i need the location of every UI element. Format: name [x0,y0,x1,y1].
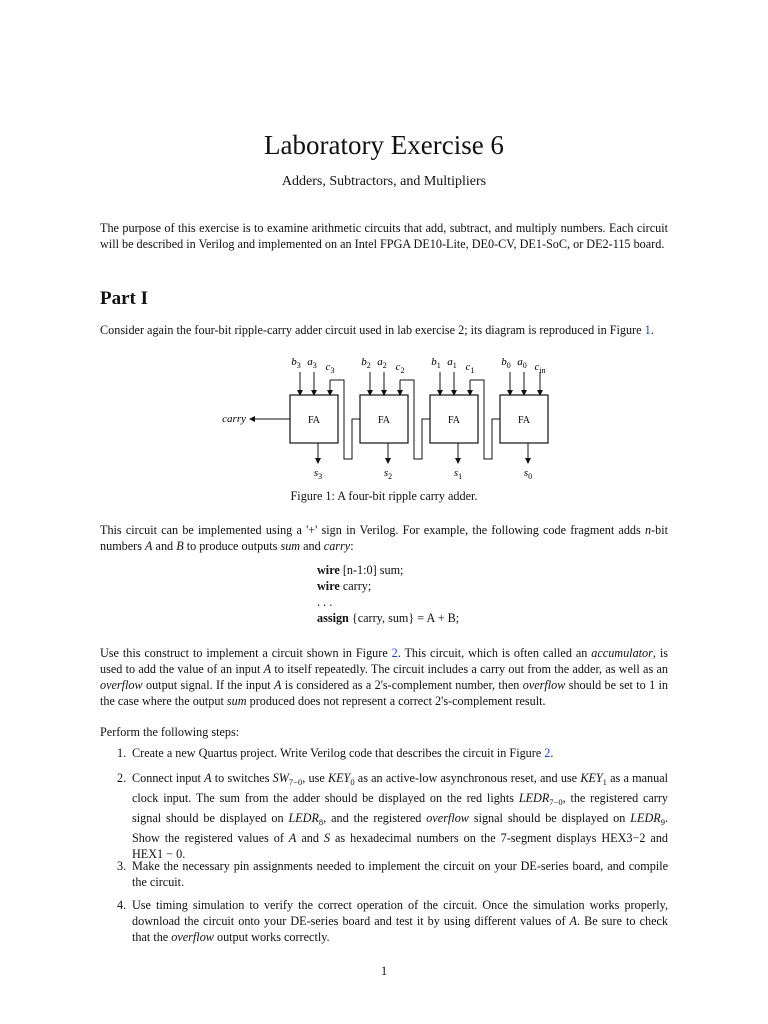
figure-ref-link[interactable]: 2 [391,646,398,660]
step-number: 3. [117,859,127,873]
input-b-label: $b_0$ [501,356,511,370]
step2-ledr9: LEDR [630,811,661,825]
full-adder-label: FA [517,415,531,426]
step4-text: output works correctly. [213,930,330,944]
step-text: Make the necessary pin assignments needed to implement the circuit on your DE-series board, and compile the circuit. [132,859,668,889]
carry-out-wire [276,419,290,459]
step1-text: Create a new Quartus project. Write Verilog code that describes the circuit in Figure [132,746,545,760]
construct-text-1: This circuit can be implemented using a '+' sign in Verilog. For example, the following code fragment adds [100,523,645,537]
page-subtitle: Adders, Subtractors, and Multipliers [281,174,487,189]
step2-text: as a manual clock input. The sum from the adder should be displayed on the red lights [132,771,669,805]
step-number: 4. [117,898,127,912]
step-number: 1. [117,746,127,760]
step4-text: Use timing simulation to verify the correct operation of the circuit. Once the simulation works properly, download the circuit onto your DE-series board and test it by using different values of [132,898,668,928]
consider-end: . [650,323,654,337]
code-keyword: wire [317,563,340,577]
use-A: A [263,662,272,676]
code-line [317,594,459,610]
code-rest: [n-1:0] sum; [339,563,404,577]
code-keyword: wire [317,579,340,593]
construct-colon: : [350,539,354,553]
use-text-1: Use this construct to implement a circuit shown in Figure [100,646,392,660]
carry-in-label: $c_2$ [395,361,405,375]
step2-text: , the registered carry signal should be displayed on [132,791,669,825]
construct-A: A [145,539,153,553]
full-adder-label: FA [307,415,321,426]
code-rest: {carry, sum} = A + B; [348,611,460,625]
step-text [132,897,668,945]
code-line [317,578,459,594]
carry-in-label: $c_{in}$ [534,361,546,375]
step2-sub: 8 [318,817,324,827]
construct-sum: sum [280,539,301,553]
step2-key: KEY [327,771,351,785]
step2-text: as an active-low asynchronous reset, and use [354,771,581,785]
code-keyword: assign [317,611,349,625]
accumulator-paragraph [100,645,668,709]
sum-label: $s_3$ [313,467,323,480]
step4-overflow: overflow [171,930,214,944]
use-text-5: output signal. If the input [142,678,275,692]
code-rest: carry; [339,579,372,593]
construct-paragraph [100,522,668,554]
step2-ledr: LEDR [518,791,550,805]
step2-text: signal should be displayed on [468,811,631,825]
step2-text: . Show the registered values of [132,811,669,845]
step2-text: , and the registered [323,811,427,825]
input-a-label: $a_1$ [447,356,457,370]
use-sum: sum [226,694,247,708]
step2-text: and [296,831,324,845]
carry-label: carry [222,413,246,425]
figure-caption: Figure 1: A four-bit ripple carry adder. [290,489,478,503]
perform-heading: Perform the following steps: [100,725,240,739]
input-b-label: $b_3$ [291,356,301,370]
use-accumulator: accumulator [591,646,653,660]
step2-sub: 7−0 [288,777,303,787]
construct-text-2: -bit numbers [100,523,668,553]
step2-sw: SW [272,771,289,785]
use-text-2: . This circuit, which is often called an [397,646,592,660]
part-heading: Part I [100,288,149,309]
carry-in-label: $c_3$ [325,361,335,375]
use-A-2: A [274,678,282,692]
step2-sub: 9 [660,817,665,827]
page-number: 1 [380,964,388,978]
step2-sub: 0 [350,777,355,787]
code-rest: . . . [317,595,333,609]
code-line [317,610,459,626]
input-b-label: $b_1$ [431,356,441,370]
sum-label: $s_1$ [453,467,463,480]
step2-S: S [323,831,330,845]
use-text-4: to itself repeatedly. The circuit includes a carry out from the adder, as well as an [271,662,668,676]
input-a-label: $a_2$ [377,356,387,370]
step2-sub: 7−0 [549,797,563,807]
construct-and: and [152,539,177,553]
step2-ledr8: LEDR [288,811,319,825]
step2-A: A [288,831,297,845]
code-block [317,562,459,626]
step-number: 2. [117,771,127,785]
step2-text: to switches [211,771,273,785]
construct-n: n [644,523,652,537]
input-a-label: $a_0$ [517,356,527,370]
step2-overflow: overflow [426,811,469,825]
consider-paragraph [100,322,668,338]
sum-label: $s_2$ [383,467,393,480]
full-adder-label: FA [377,415,391,426]
full-adder-label: FA [447,415,461,426]
page-title: Laboratory Exercise 6 [264,130,504,160]
step2-text: , use [302,771,328,785]
use-overflow: overflow [100,678,143,692]
consider-text: Consider again the four-bit ripple-carry adder circuit used in lab exercise 2; its diagram is reproduced in Figure [100,323,645,337]
construct-text-3: to produce outputs [183,539,281,553]
step2-sub: 1 [602,777,607,787]
step2-text: as hexadecimal numbers on the 7-segment displays HEX3−2 and HEX1 − 0. [132,831,669,861]
step2-A: A [204,771,212,785]
use-text-7: should be set to 1 in the case where the output [100,678,668,708]
step-text [132,745,668,761]
use-text-6: is considered as a 2's-complement number, then [281,678,523,692]
construct-B: B [176,539,184,553]
intro-paragraph: The purpose of this exercise is to examine arithmetic circuits that add, subtract, and multiply numbers. Each circuit will be described in Verilog and implemented on an Intel FPGA DE10-Lite, DE0-CV, DE1-SoC, or DE2-115 board. [100,221,668,251]
step2-text: Connect input [132,771,205,785]
code-line [317,562,459,578]
construct-carry: carry [323,539,351,553]
input-b-label: $b_2$ [361,356,371,370]
figure-ref-link[interactable]: 2 [544,746,551,760]
step4-A: A [569,914,577,928]
figure-ref-link[interactable]: 1 [644,323,651,337]
ripple-carry-adder-diagram [210,350,570,480]
input-a-label: $a_3$ [307,356,317,370]
construct-and-2: and [300,539,324,553]
step-text [132,770,668,862]
use-text-8: produced does not represent a correct 2's-complement result. [246,694,546,708]
use-text-3: , is used to add the value of an input [100,646,668,676]
use-overflow-2: overflow [522,678,566,692]
carry-in-label: $c_1$ [465,361,475,375]
step1-end: . [550,746,554,760]
step4-text: . Be sure to check that the [132,914,668,944]
step2-key1: KEY [580,771,603,785]
sum-label: $s_0$ [523,467,533,480]
